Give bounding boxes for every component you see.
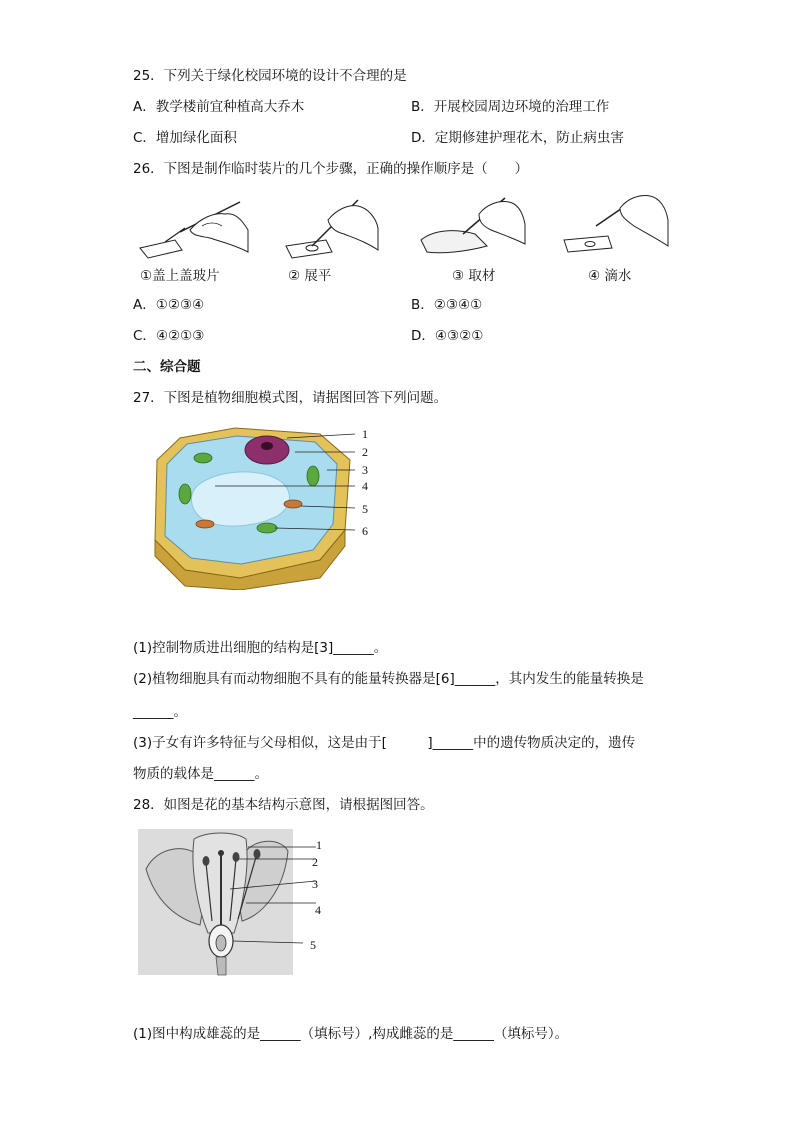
q27-sub1: (1)控制物质进出细胞的结构是[3]______。 (133, 640, 388, 656)
q26-option-c: C．④②①③ (133, 328, 205, 344)
q26-option-a: A．①②③④ (133, 297, 205, 313)
q27-sub3-line1: (3)子女有许多特征与父母相似，这是由于[ ]______中的遗传物质决定的，遗传 (133, 735, 636, 751)
flower-label-5: 5 (310, 938, 316, 952)
q27-sub2-line2: ______。 (133, 704, 187, 720)
cell-label-4: 4 (362, 479, 368, 493)
step-cover-slip-illustration (130, 190, 255, 262)
cell-label-5: 5 (362, 502, 368, 516)
flower-label-4: 4 (315, 903, 321, 917)
q26-caption-3: ③ 取材 (452, 268, 496, 284)
q25-stem: 25．下列关于绿化校园环境的设计不合理的是 (133, 68, 407, 84)
q26-option-d: D．④③②① (411, 328, 484, 344)
cell-label-2: 2 (362, 445, 368, 459)
q27-stem: 27．下图是植物细胞模式图，请据图回答下列问题。 (133, 390, 448, 406)
q26-caption-4: ④ 滴水 (588, 268, 632, 284)
step-flatten-illustration (278, 190, 383, 262)
q25-option-b: B．开展校园周边环境的治理工作 (411, 99, 610, 115)
flower-label-3: 3 (312, 877, 318, 891)
step-take-material-illustration (415, 190, 527, 262)
flower-structure-diagram (138, 829, 323, 977)
flower-label-2: 2 (312, 855, 318, 869)
q26-caption-2: ② 展平 (288, 268, 332, 284)
q25-option-a: A．教学楼前宜种植高大乔木 (133, 99, 305, 115)
cell-label-3: 3 (362, 463, 368, 477)
section-title: 二、综合题 (133, 359, 201, 375)
q25-option-c: C．增加绿化面积 (133, 130, 237, 146)
step-drip-water-illustration (556, 190, 671, 262)
cell-label-1: 1 (362, 427, 368, 441)
plant-cell-diagram (145, 420, 370, 590)
q26-option-b: B．②③④① (411, 297, 483, 313)
q27-sub3-line2: 物质的载体是______。 (133, 766, 268, 782)
q27-sub2-line1: (2)植物细胞具有而动物细胞不具有的能量转换器是[6]______，其内发生的能量转换是 (133, 671, 644, 687)
q26-stem: 26．下图是制作临时装片的几个步骤，正确的操作顺序是（ ） (133, 161, 529, 177)
q25-option-d: D．定期修建护理花木，防止病虫害 (411, 130, 624, 146)
flower-label-1: 1 (316, 838, 322, 852)
q28-sub1: (1)图中构成雄蕊的是______（填标号）,构成雌蕊的是______（填标号）。 (133, 1026, 569, 1042)
cell-label-6: 6 (362, 524, 368, 538)
q26-caption-1: ①盖上盖玻片 (140, 268, 220, 284)
q28-stem: 28．如图是花的基本结构示意图，请根据图回答。 (133, 797, 434, 813)
